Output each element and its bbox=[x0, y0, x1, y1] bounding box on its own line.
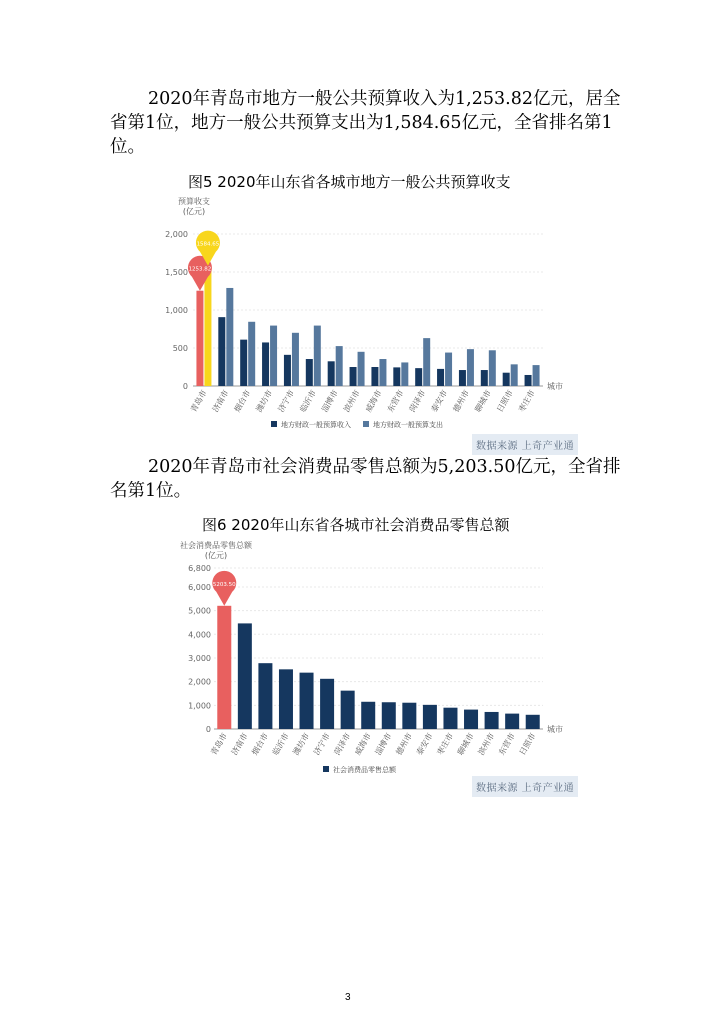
x-tick-label: 聊城市 bbox=[455, 731, 476, 757]
x-tick-label: 东营市 bbox=[497, 731, 517, 757]
legend-label: 地方财政一般预算支出 bbox=[373, 421, 443, 429]
bar bbox=[393, 367, 400, 386]
x-tick-label: 枣庄市 bbox=[517, 388, 537, 414]
x-tick-label: 济南市 bbox=[210, 388, 231, 414]
x-tick-label: 滨州市 bbox=[342, 388, 362, 414]
bar bbox=[464, 710, 478, 729]
budget-chart bbox=[0, 190, 724, 430]
bar bbox=[485, 712, 499, 729]
bar bbox=[467, 349, 474, 386]
x-tick-label: 威海市 bbox=[353, 731, 373, 757]
y-tick-label: 5,000 bbox=[188, 606, 211, 616]
x-tick-label: 潍坊市 bbox=[254, 388, 275, 414]
bar bbox=[262, 342, 269, 386]
bar bbox=[320, 679, 334, 729]
x-tick-label: 烟台市 bbox=[232, 388, 253, 414]
bar bbox=[240, 340, 247, 386]
y-axis-title: 预算收支 bbox=[178, 197, 210, 206]
paragraph-retail bbox=[110, 455, 622, 503]
bar bbox=[279, 669, 293, 729]
legend-label: 地方财政一般预算收入 bbox=[281, 421, 351, 429]
annotation-1-label: 1584.65 bbox=[196, 241, 220, 248]
x-tick-label: 菏泽市 bbox=[407, 388, 428, 414]
bar bbox=[217, 606, 231, 729]
x-tick-label: 滨州市 bbox=[476, 731, 497, 757]
bar bbox=[258, 663, 272, 729]
x-tick-label: 聊城市 bbox=[473, 388, 494, 414]
x-tick-label: 枣庄市 bbox=[435, 731, 456, 757]
bar bbox=[423, 705, 437, 729]
paragraph-revenue-text: 2020年青岛市地方一般公共预算收入为1,253.82亿元，居全省第1位，地方一般公共预算支出为1,584.65亿元，全省排名第1位。 bbox=[110, 89, 621, 157]
y-tick-label: 1,500 bbox=[165, 268, 188, 277]
bar bbox=[459, 370, 466, 386]
page-number: 3 bbox=[345, 992, 351, 1003]
paragraph-retail-text: 2020年青岛市社会消费品零售总额为5,203.50亿元，全省排名第1位。 bbox=[110, 457, 621, 501]
bar bbox=[292, 333, 299, 386]
figure6-source: 数据来源 上奇产业通 bbox=[472, 776, 578, 797]
bar bbox=[204, 266, 211, 386]
legend-label: 社会消费品零售总额 bbox=[333, 766, 396, 774]
x-tick-label: 济宁市 bbox=[312, 731, 332, 757]
figure5-source: 数据来源 上奇产业通 bbox=[472, 434, 578, 455]
x-tick-label: 德州市 bbox=[451, 388, 472, 414]
bar bbox=[526, 715, 540, 729]
x-tick-label: 东营市 bbox=[385, 388, 406, 414]
bar bbox=[533, 365, 540, 386]
annotation-0-label: 5203.50 bbox=[212, 581, 236, 588]
bar bbox=[503, 373, 510, 386]
bar bbox=[489, 350, 496, 386]
bar bbox=[443, 708, 457, 729]
x-tick-label: 淄博市 bbox=[320, 388, 340, 414]
bar bbox=[284, 355, 291, 386]
figure5-title: 图5 2020年山东省各城市地方一般公共预算收支 bbox=[188, 173, 511, 191]
bar bbox=[226, 288, 233, 386]
x-tick-label: 德州市 bbox=[394, 731, 415, 757]
bar bbox=[481, 370, 488, 386]
y-tick-label: 3,000 bbox=[188, 653, 211, 663]
x-tick-label: 济宁市 bbox=[276, 388, 297, 414]
bar bbox=[423, 338, 430, 386]
bar bbox=[270, 326, 277, 386]
bar bbox=[300, 673, 314, 729]
x-tick-label: 威海市 bbox=[363, 388, 384, 414]
bar bbox=[336, 346, 343, 386]
x-tick-label: 菏泽市 bbox=[332, 731, 353, 757]
bar bbox=[415, 368, 422, 386]
bar bbox=[350, 367, 357, 386]
bar bbox=[341, 691, 355, 729]
bar bbox=[371, 367, 378, 386]
y-tick-label: 1,000 bbox=[165, 306, 188, 315]
bar bbox=[505, 714, 519, 729]
x-axis-title: 城市 bbox=[547, 382, 563, 391]
paragraph-revenue bbox=[110, 87, 622, 159]
retail-chart bbox=[0, 530, 724, 780]
x-tick-label: 临沂市 bbox=[270, 731, 291, 757]
x-tick-label: 泰安市 bbox=[414, 731, 435, 757]
figure6-title: 图6 2020年山东省各城市社会消费品零售总额 bbox=[202, 516, 510, 534]
bar bbox=[525, 375, 532, 386]
bar bbox=[358, 352, 365, 386]
y-axis-title: (亿元) bbox=[204, 551, 228, 560]
bar bbox=[306, 359, 313, 386]
bar bbox=[314, 326, 321, 386]
legend-swatch bbox=[363, 421, 369, 427]
y-tick-label: 4,000 bbox=[188, 630, 211, 640]
x-tick-label: 济南市 bbox=[229, 731, 250, 757]
bar bbox=[238, 623, 252, 729]
y-tick-label: 0 bbox=[205, 725, 211, 734]
bar bbox=[437, 369, 444, 386]
bar bbox=[379, 359, 386, 386]
y-tick-label: 1,000 bbox=[188, 701, 211, 711]
y-tick-label: 2,000 bbox=[188, 677, 211, 687]
annotation-0-pin bbox=[212, 571, 236, 606]
x-tick-label: 日照市 bbox=[517, 731, 538, 757]
annotation-0-label: 1253.82 bbox=[188, 266, 212, 273]
x-tick-label: 临沂市 bbox=[298, 388, 319, 414]
bar bbox=[361, 702, 375, 729]
x-tick-label: 烟台市 bbox=[250, 731, 271, 757]
bar bbox=[328, 361, 335, 386]
bar bbox=[401, 362, 408, 386]
bar bbox=[402, 703, 416, 729]
x-tick-label: 青岛市 bbox=[188, 388, 209, 414]
y-tick-label: 0 bbox=[182, 382, 188, 391]
legend-swatch bbox=[271, 421, 277, 427]
x-tick-label: 淄博市 bbox=[373, 731, 394, 757]
y-tick-label: 500 bbox=[172, 344, 188, 353]
bar bbox=[248, 322, 255, 386]
y-tick-label: 2,000 bbox=[165, 230, 188, 239]
bar bbox=[445, 353, 452, 386]
x-tick-label: 潍坊市 bbox=[291, 731, 312, 757]
y-axis-title: (亿元) bbox=[182, 207, 206, 216]
y-tick-label: 6,800 bbox=[188, 564, 211, 573]
x-tick-label: 泰安市 bbox=[429, 388, 450, 414]
bar bbox=[196, 291, 203, 386]
x-tick-label: 青岛市 bbox=[209, 731, 230, 757]
bar bbox=[511, 364, 518, 386]
y-tick-label: 6,000 bbox=[188, 582, 211, 592]
bar bbox=[218, 317, 225, 386]
y-axis-title: 社会消费品零售总额 bbox=[180, 541, 252, 550]
x-tick-label: 日照市 bbox=[495, 388, 515, 414]
bar bbox=[382, 702, 396, 729]
x-axis-title: 城市 bbox=[547, 725, 563, 734]
legend-swatch bbox=[323, 766, 329, 772]
